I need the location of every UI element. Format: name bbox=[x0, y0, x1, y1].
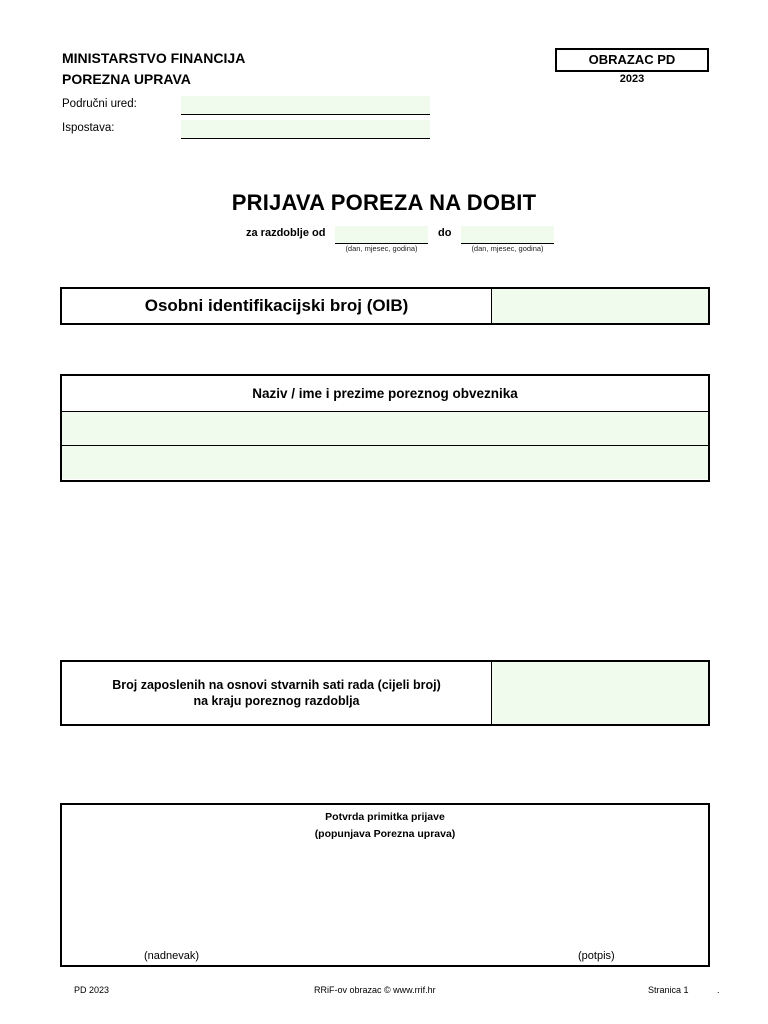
ministry-name: MINISTARSTVO FINANCIJA bbox=[62, 50, 246, 66]
branch-label: Ispostava: bbox=[62, 122, 115, 134]
footer-dot: . bbox=[717, 985, 720, 995]
receipt-signature-label: (potpis) bbox=[578, 950, 615, 962]
receipt-box bbox=[60, 803, 710, 967]
taxpayer-name-field-1[interactable] bbox=[62, 412, 708, 446]
period-from-field[interactable] bbox=[335, 226, 428, 244]
employees-label bbox=[62, 662, 492, 724]
oib-label: Osobni identifikacijski broj (OIB) bbox=[62, 289, 492, 323]
footer-form-id: PD 2023 bbox=[74, 985, 110, 995]
receipt-date-label: (nadnevak) bbox=[144, 950, 200, 962]
ministry-header bbox=[62, 48, 245, 90]
employees-box bbox=[60, 660, 710, 726]
regional-office-label: Područni ured: bbox=[62, 98, 137, 110]
form-code-box: OBRAZAC PD bbox=[555, 48, 709, 72]
form-year: 2023 bbox=[619, 73, 645, 85]
period-to-field[interactable] bbox=[461, 226, 554, 244]
taxpayer-name-header: Naziv / ime i prezime poreznog obveznika bbox=[62, 376, 708, 412]
regional-office-field[interactable] bbox=[181, 96, 430, 115]
page-title: PRIJAVA POREZA NA DOBIT bbox=[231, 190, 537, 215]
period-to-hint: (dan, mjesec, godina) bbox=[471, 244, 544, 253]
employees-field[interactable] bbox=[492, 662, 708, 724]
taxpayer-name-field-2[interactable] bbox=[62, 446, 708, 479]
period-to-label: do bbox=[438, 227, 452, 239]
footer-page-number: Stranica 1 bbox=[648, 985, 689, 995]
receipt-title-line2: (popunjava Porezna uprava) bbox=[314, 828, 456, 840]
footer-copyright: RRiF-ov obrazac © www.rrif.hr bbox=[314, 985, 436, 995]
period-from-hint: (dan, mjesec, godina) bbox=[345, 244, 418, 253]
employees-label-line2: na kraju poreznog razdoblja bbox=[193, 694, 360, 708]
period-from-label: za razdoblje od bbox=[246, 227, 326, 239]
oib-box bbox=[60, 287, 710, 325]
tax-administration-name: POREZNA UPRAVA bbox=[62, 71, 191, 87]
oib-field[interactable] bbox=[492, 289, 708, 323]
employees-label-line1: Broj zaposlenih na osnovi stvarnih sati rada (cijeli broj) bbox=[112, 678, 441, 692]
taxpayer-name-box bbox=[60, 374, 710, 482]
receipt-title-line1: Potvrda primitka prijave bbox=[325, 811, 445, 823]
branch-field[interactable] bbox=[181, 120, 430, 139]
receipt-title bbox=[62, 809, 708, 843]
